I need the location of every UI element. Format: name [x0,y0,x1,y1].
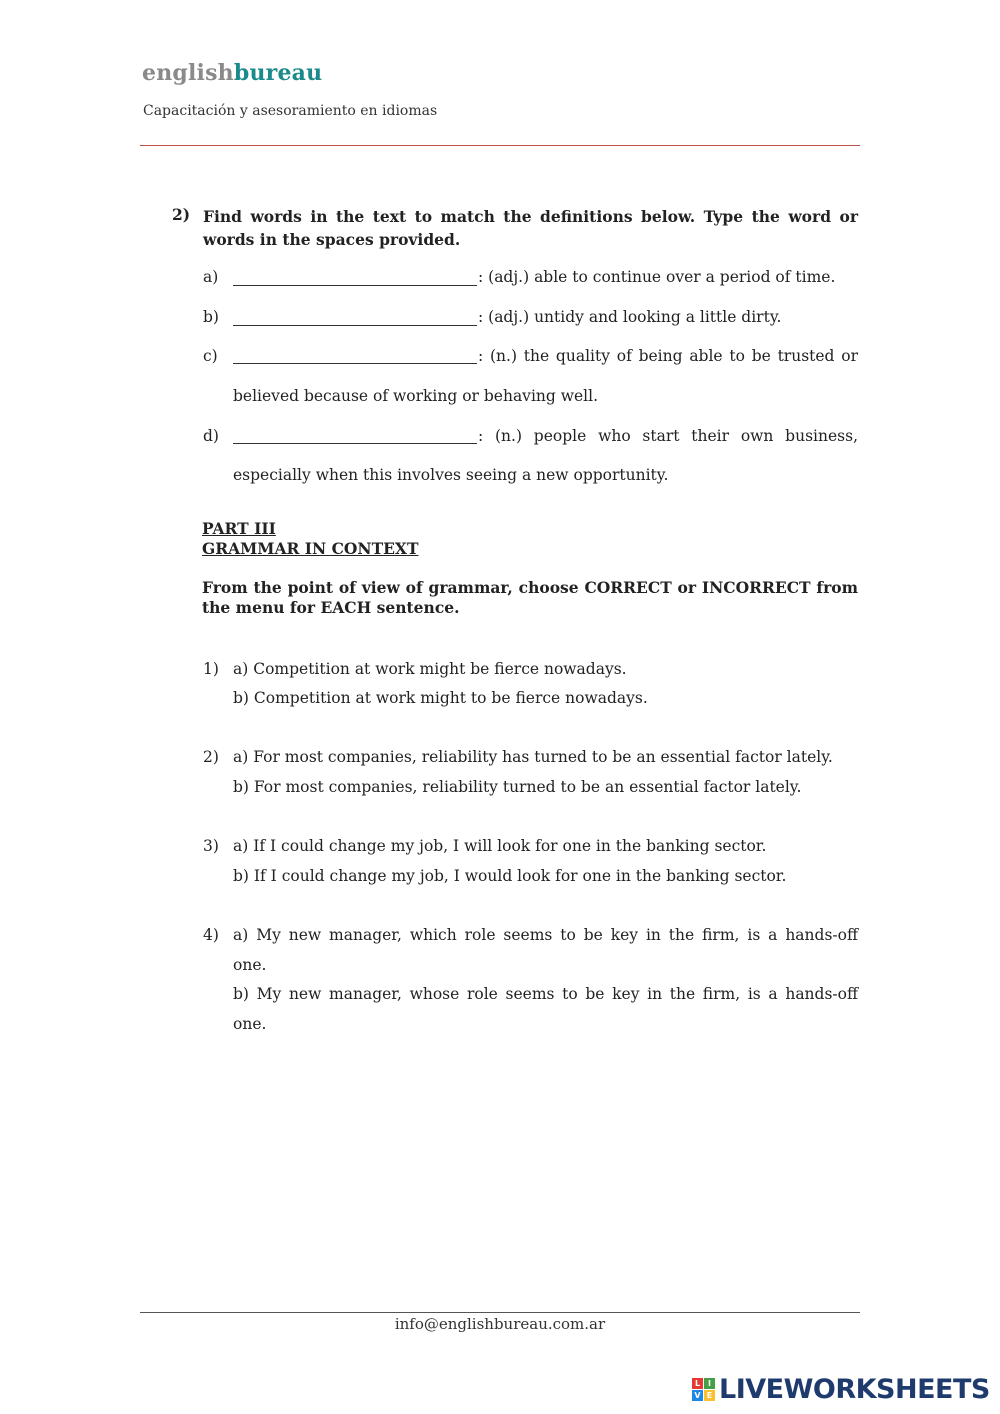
question-number: 1) [203,660,219,678]
item-label: a) [203,268,219,286]
header-divider [140,145,860,146]
footer-divider [140,1312,860,1313]
definition-continuation: especially when this involves seeing a new opportunity. [233,466,669,484]
logo-tile: L [692,1378,703,1389]
sentence-option-b: b) For most companies, reliability turned to be an essential factor lately. [233,778,802,796]
definition-row-c [233,347,858,365]
liveworksheets-brand: LIVEWORKSHEETS [719,1374,990,1405]
item-label: d) [203,427,219,445]
part-subtitle: GRAMMAR IN CONTEXT [202,539,419,558]
definition-text: : (adj.) able to continue over a period of time. [478,268,836,286]
definition-row-d [233,427,858,445]
question-number: 4) [203,926,219,944]
definition-text: : (n.) the quality of being able to be trusted or [478,347,858,365]
definition-item [203,268,218,286]
answer-input-a[interactable] [233,269,477,286]
logo-part-bureau: bureau [233,60,323,86]
exercise-instruction: Find words in the text to match the definitions below. Type the word or words in the spaces provided. [203,207,858,249]
part-title: PART III [202,519,276,538]
part-instruction: From the point of view of grammar, choose CORRECT or INCORRECT from the menu for EACH sentence. [202,578,858,617]
sentence-option-b-continuation: one. [233,1015,267,1033]
definition-item [203,308,219,326]
sentence-option-b: b) Competition at work might to be fierce nowadays. [233,689,648,707]
logo-tile: E [704,1390,715,1401]
answer-input-b[interactable] [233,309,477,326]
definition-continuation: believed because of working or behaving well. [233,387,599,405]
sentence-option-a: a) My new manager, which role seems to be key in the firm, is a hands-off [233,926,858,944]
sentence-option-a: a) If I could change my job, I will look for one in the banking sector. [233,837,767,855]
sentence-option-b: b) My new manager, whose role seems to be key in the firm, is a hands-off [233,985,858,1003]
tagline: Capacitación y asesoramiento en idiomas [143,103,438,119]
question-number: 2) [203,748,219,766]
definition-row-b [233,308,781,326]
exercise-number: 2) [172,205,191,224]
sentence-option-a: a) For most companies, reliability has turned to be an essential factor lately. [233,748,833,766]
item-label: b) [203,308,219,326]
definition-item [203,427,219,445]
answer-input-d[interactable] [233,427,477,444]
item-label: c) [203,347,218,365]
definition-item [203,347,218,365]
sentence-option-b: b) If I could change my job, I would look for one in the banking sector. [233,867,787,885]
liveworksheets-watermark [692,1374,990,1405]
sentence-option-a: a) Competition at work might be fierce nowadays. [233,660,627,678]
logo-tile: I [704,1378,715,1389]
logo-tile: V [692,1390,703,1401]
logo-part-english: english [142,60,234,86]
question-number: 3) [203,837,219,855]
footer-email: info@englishbureau.com.ar [394,1315,606,1333]
definition-row-a [233,268,835,286]
liveworksheets-logo-icon [692,1378,715,1401]
answer-input-c[interactable] [233,347,477,364]
definition-text: : (n.) people who start their own business, [478,427,858,445]
brand-logo [142,60,322,86]
definition-text: : (adj.) untidy and looking a little dirty. [478,308,782,326]
sentence-option-a-continuation: one. [233,956,267,974]
